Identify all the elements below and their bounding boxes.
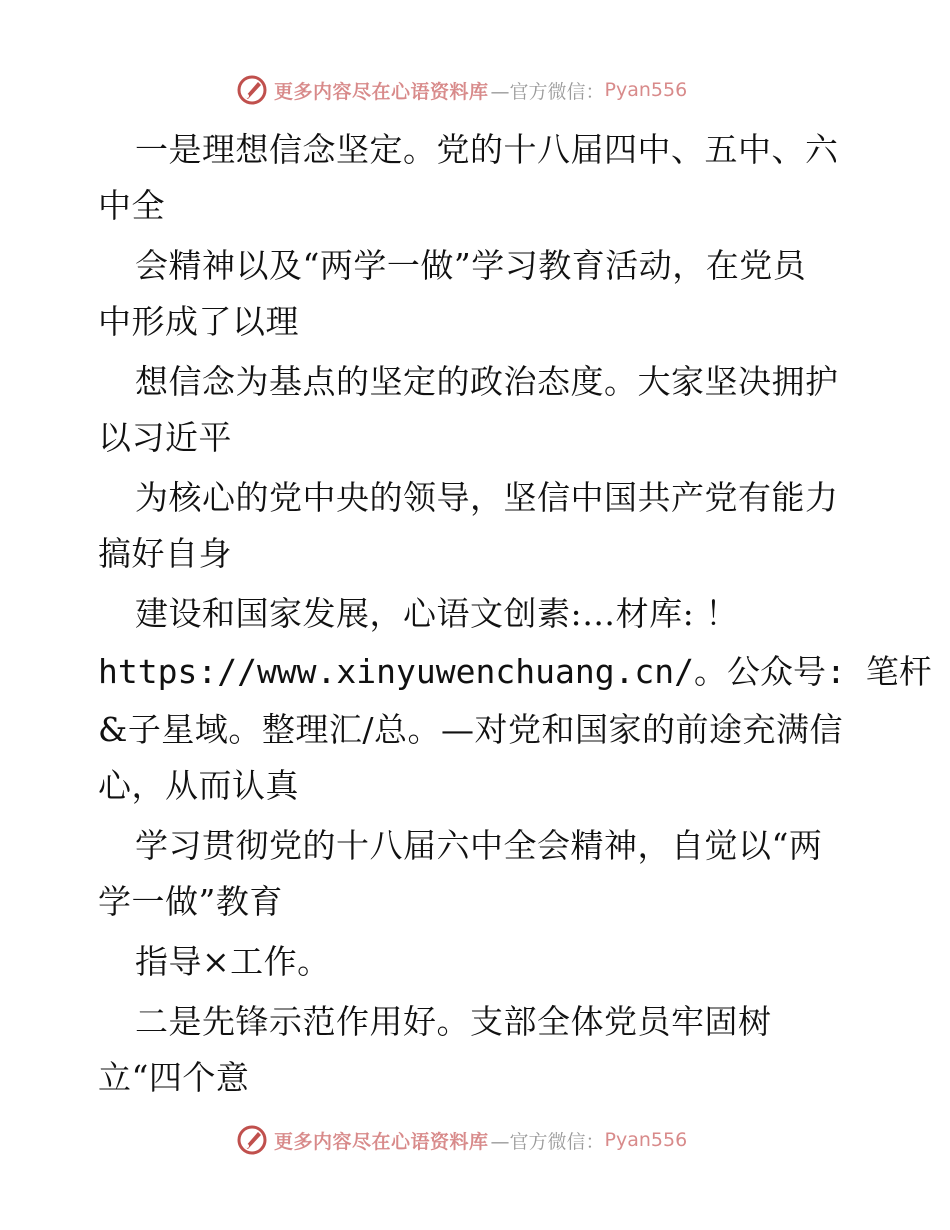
text-line: 立“四个意 bbox=[98, 1058, 250, 1097]
text-line: 想信念为基点的坚定的政治态度。大家坚决拥护 bbox=[135, 362, 839, 401]
text-line: &子星域。整理汇/总。—对党和国家的前途充满信 bbox=[98, 710, 843, 749]
text-line: 一是理想信念坚定。党的十八届四中、五中、六 bbox=[135, 130, 839, 169]
watermark-wechat-label: —官方微信： bbox=[490, 80, 605, 103]
text-line: 指导×工作。 bbox=[135, 942, 331, 981]
text-line: 学一做”教育 bbox=[98, 882, 283, 921]
header-watermark bbox=[236, 73, 687, 107]
text-line: 二是先锋示范作用好。支部全体党员牢固树 bbox=[135, 1002, 772, 1041]
watermark-title: 更多内容尽在心语资料库 bbox=[274, 80, 489, 103]
watermark-wechat-id: Pyan556 bbox=[604, 1129, 688, 1151]
footer-watermark bbox=[236, 1123, 687, 1157]
text-line: 学习贯彻党的十八届六中全会精神，自觉以“两 bbox=[135, 826, 823, 865]
watermark-wechat-id: Pyan556 bbox=[604, 79, 688, 101]
text-line: 以习近平 bbox=[98, 418, 232, 457]
watermark-title: 更多内容尽在心语资料库 bbox=[274, 1130, 489, 1153]
text-line: 搞好自身 bbox=[98, 534, 232, 573]
text-line-url: https://www.xinyuwenchuang.cn/。公众号: 笔杆 bbox=[98, 652, 932, 691]
text-line: 为核心的党中央的领导，坚信中国共产党有能力 bbox=[135, 478, 839, 517]
text-line: 中全 bbox=[98, 186, 165, 225]
text-line: 建设和国家发展，心语文创素:…材库: ！ bbox=[135, 594, 739, 633]
text-line: 会精神以及“两学一做”学习教育活动，在党员 bbox=[135, 246, 807, 285]
text-line: 心，从而认真 bbox=[98, 766, 299, 805]
text-line: 中形成了以理 bbox=[98, 302, 299, 341]
pen-logo-icon bbox=[236, 1124, 268, 1156]
pen-logo-icon bbox=[236, 74, 268, 106]
watermark-wechat-label: —官方微信： bbox=[490, 1130, 605, 1153]
